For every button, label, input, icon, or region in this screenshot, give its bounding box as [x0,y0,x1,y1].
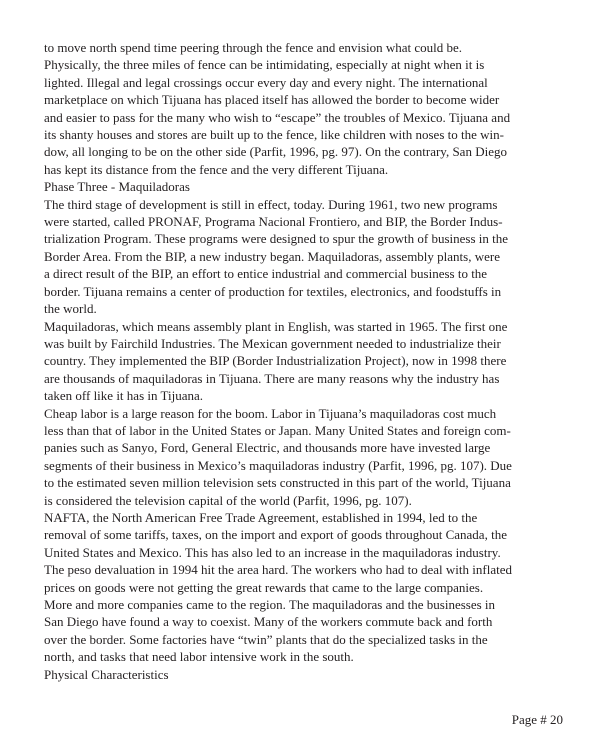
text-line: United States and Mexico. This has also led to an increase in the maquiladoras industry. [44,544,501,560]
text-line: has kept its distance from the fence and the very different Tijuana. [44,161,389,177]
text-line: Maquiladoras, which means assembly plant in English, was started in 1965. The first one [44,318,508,334]
text-line: a direct result of the BIP, an effort to entice industrial and commercial business to the [44,266,488,282]
text-line: to the estimated seven million television sets constructed in this part of the world, Tijuana [44,475,511,491]
text-line: More and more companies came to the region. The maquiladoras and the businesses in [44,597,496,612]
section-heading: Phase Three - Maquiladoras [44,179,190,195]
text-line: Border Area. From the BIP, a new industry began. Maquiladoras, assembly plants, were [44,248,500,264]
text-line: prices on goods were not getting the great rewards that came to the large companies. [44,579,484,595]
text-line: and easier to pass for the many who wish to “escape” the troubles of Mexico. Tijuana and [44,109,511,125]
text-line: The peso devaluation in 1994 hit the area hard. The workers who had to deal with inflated [44,562,512,578]
text-line: are thousands of maquiladoras in Tijuana. There are many reasons why the industry has [44,370,500,386]
text-line: San Diego have found a way to coexist. Many of the workers commute back and forth [44,614,493,630]
page-number: Page # 20 [511,712,563,727]
text-line: north, and tasks that need labor intensive work in the south. [44,649,354,665]
text-line: dow, all longing to be on the other side (Parfit, 1996, pg. 97). On the contrary, San Diego [44,144,507,160]
text-line: trialization Program. These programs were designed to spur the growth of business in the [44,231,509,247]
text-line: The third stage of development is still in effect, today. During 1961, two new programs [44,196,498,212]
text-line: border. Tijuana remains a center of production for textiles, electronics, and foodstuffs in [44,283,502,299]
text-line: were started, called PRONAF, Programa Nacional Frontiero, and BIP, the Border Indus- [44,214,503,230]
body-text [44,39,566,683]
text-line: lighted. Illegal and legal crossings occur every day and every night. The international [44,74,488,90]
text-line: its shanty houses and stores are built up to the fence, like children with noses to the win- [44,127,504,143]
text-line: was built by Fairchild Industries. The Mexican government needed to industrialize their [44,335,501,351]
text-line: taken off like it has in Tijuana. [44,388,203,404]
text-line: removal of some tariffs, taxes, on the import and export of goods throughout Canada, the [44,527,507,543]
text-line: to move north spend time peering through the fence and envision what could be. [44,40,463,55]
text-line: the world. [44,301,97,317]
text-line: Cheap labor is a large reason for the boom. Labor in Tijuana’s maquiladoras cost much [44,405,497,421]
text-line: panies such as Sanyo, Ford, General Electric, and thousands more have invested large [44,440,491,456]
text-line: marketplace on which Tijuana has placed itself has allowed the border to become wider [44,92,500,108]
text-line: Physically, the three miles of fence can be intimidating, especially at night when it is [44,57,485,73]
text-line: segments of their business in Mexico’s maquiladoras industry (Parfit, 1996, pg. 107). Due [44,457,512,473]
text-line: over the border. Some factories have “twin” plants that do the specialized tasks in the [44,631,488,647]
text-line: country. They implemented the BIP (Border Industrialization Project), now in 1998 there [44,353,507,369]
text-line: less than that of labor in the United States or Japan. Many United States and foreign com- [44,422,511,438]
text-line: is considered the television capital of the world (Parfit, 1996, pg. 107). [44,492,412,508]
section-heading: Physical Characteristics [44,666,169,682]
text-line: NAFTA, the North American Free Trade Agreement, established in 1994, led to the [44,509,478,525]
